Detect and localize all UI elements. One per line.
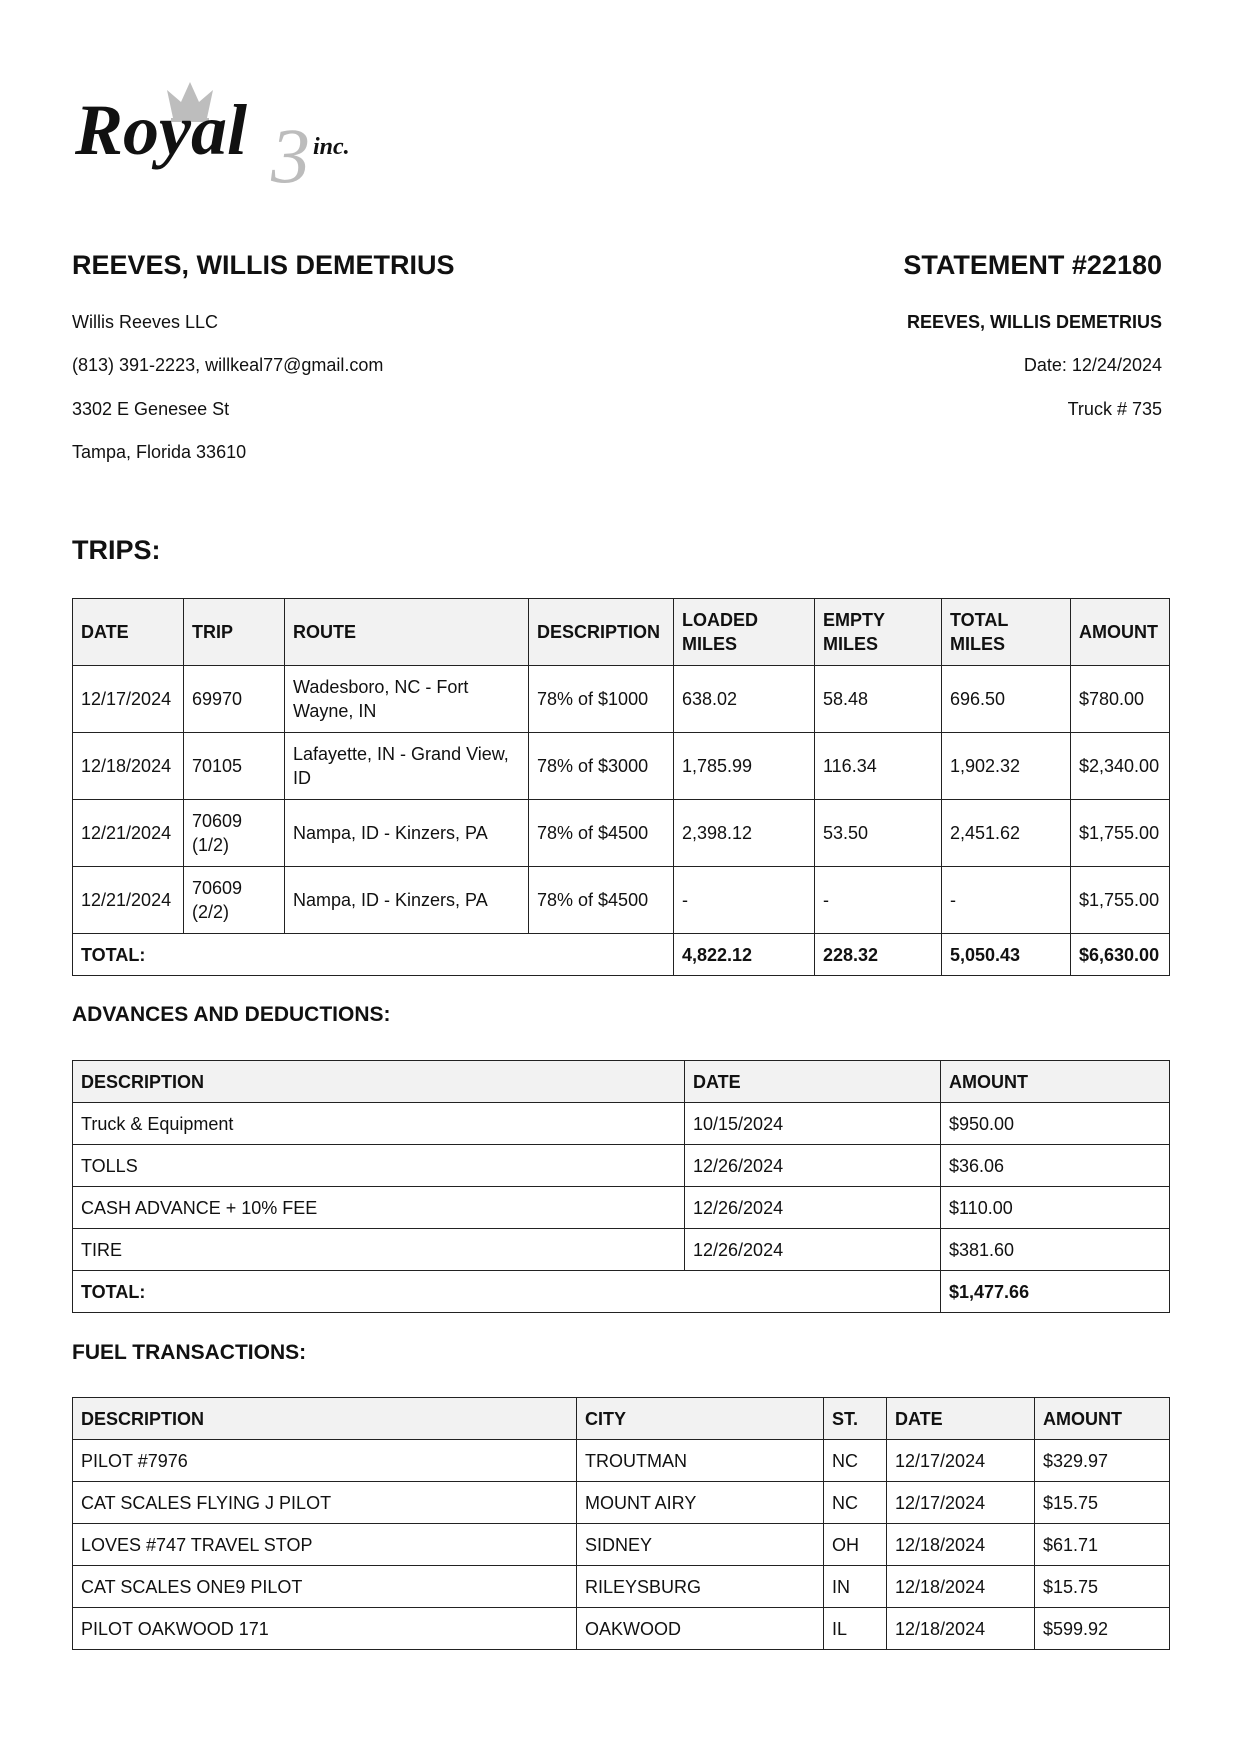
cell: 696.50 bbox=[942, 666, 1071, 733]
table-header-row bbox=[73, 1061, 1170, 1103]
cell: TROUTMAN bbox=[577, 1440, 824, 1482]
cell: 78% of $3000 bbox=[529, 733, 674, 800]
cell: CASH ADVANCE + 10% FEE bbox=[73, 1187, 685, 1229]
cell: 12/26/2024 bbox=[685, 1187, 941, 1229]
statement-driver-name: REEVES, WILLIS DEMETRIUS bbox=[906, 312, 1162, 332]
table-row bbox=[73, 1440, 1170, 1482]
cell: 2,398.12 bbox=[674, 800, 815, 867]
cell: 78% of $4500 bbox=[529, 800, 674, 867]
table-row bbox=[73, 1608, 1170, 1650]
table-row bbox=[73, 867, 1170, 934]
table-row bbox=[73, 1229, 1170, 1271]
logo-suffix: inc. bbox=[313, 134, 350, 160]
cell: $61.71 bbox=[1035, 1524, 1170, 1566]
cell: $599.92 bbox=[1035, 1608, 1170, 1650]
cell: 78% of $4500 bbox=[529, 867, 674, 934]
cell: 70609 (2/2) bbox=[184, 867, 285, 934]
cell: $329.97 bbox=[1035, 1440, 1170, 1482]
cell: IL bbox=[824, 1608, 887, 1650]
statement-date: Date: 12/24/2024 bbox=[1023, 355, 1162, 375]
cell: 12/26/2024 bbox=[685, 1145, 941, 1187]
cell: 53.50 bbox=[815, 800, 942, 867]
cell: 70105 bbox=[184, 733, 285, 800]
cell: 12/18/2024 bbox=[73, 733, 184, 800]
cell: - bbox=[674, 867, 815, 934]
cell: Lafayette, IN - Grand View, ID bbox=[285, 733, 529, 800]
col-header: EMPTY MILES bbox=[815, 599, 942, 666]
cell: MOUNT AIRY bbox=[577, 1482, 824, 1524]
col-header: DESCRIPTION bbox=[529, 599, 674, 666]
cell: 12/21/2024 bbox=[73, 800, 184, 867]
cell: 2,451.62 bbox=[942, 800, 1071, 867]
trips-table bbox=[72, 598, 1170, 976]
col-header: DATE bbox=[887, 1398, 1035, 1440]
cell: NC bbox=[824, 1482, 887, 1524]
table-header-row bbox=[73, 599, 1170, 666]
deductions-table bbox=[72, 1060, 1170, 1313]
cell: Truck & Equipment bbox=[73, 1103, 685, 1145]
fuel-table bbox=[72, 1397, 1170, 1650]
col-header: DESCRIPTION bbox=[73, 1061, 685, 1103]
cell: TIRE bbox=[73, 1229, 685, 1271]
col-header: ST. bbox=[824, 1398, 887, 1440]
cell: - bbox=[942, 867, 1071, 934]
company-logo bbox=[75, 78, 385, 190]
cell: 70609 (1/2) bbox=[184, 800, 285, 867]
truck-number: Truck # 735 bbox=[1067, 399, 1162, 419]
table-row bbox=[73, 1103, 1170, 1145]
cell: OAKWOOD bbox=[577, 1608, 824, 1650]
cell: $15.75 bbox=[1035, 1566, 1170, 1608]
table-row bbox=[73, 666, 1170, 733]
logo-numeral: 3 bbox=[271, 112, 310, 190]
total-amount: $6,630.00 bbox=[1071, 934, 1170, 976]
cell: 69970 bbox=[184, 666, 285, 733]
col-header: AMOUNT bbox=[1035, 1398, 1170, 1440]
total-row bbox=[73, 1271, 1170, 1313]
table-row bbox=[73, 1566, 1170, 1608]
total-label: TOTAL: bbox=[73, 934, 674, 976]
address-line-2: Tampa, Florida 33610 bbox=[72, 442, 247, 462]
cell: PILOT #7976 bbox=[73, 1440, 577, 1482]
cell: $15.75 bbox=[1035, 1482, 1170, 1524]
total-empty-miles: 228.32 bbox=[815, 934, 942, 976]
col-header: DATE bbox=[73, 599, 184, 666]
cell: 638.02 bbox=[674, 666, 815, 733]
total-label: TOTAL: bbox=[73, 1271, 941, 1313]
cell: $1,755.00 bbox=[1071, 867, 1170, 934]
cell: 12/17/2024 bbox=[887, 1440, 1035, 1482]
col-header: AMOUNT bbox=[1071, 599, 1170, 666]
cell: CAT SCALES ONE9 PILOT bbox=[73, 1566, 577, 1608]
table-row bbox=[73, 1145, 1170, 1187]
total-row bbox=[73, 934, 1170, 976]
cell: SIDNEY bbox=[577, 1524, 824, 1566]
cell: 12/17/2024 bbox=[73, 666, 184, 733]
cell: Nampa, ID - Kinzers, PA bbox=[285, 867, 529, 934]
cell: NC bbox=[824, 1440, 887, 1482]
driver-name: REEVES, WILLIS DEMETRIUS bbox=[72, 250, 455, 280]
cell: IN bbox=[824, 1566, 887, 1608]
cell: - bbox=[815, 867, 942, 934]
cell: 1,902.32 bbox=[942, 733, 1071, 800]
cell: Wadesboro, NC - Fort Wayne, IN bbox=[285, 666, 529, 733]
statement-number: STATEMENT #22180 bbox=[903, 250, 1162, 280]
col-header: TRIP bbox=[184, 599, 285, 666]
deductions-heading: ADVANCES AND DEDUCTIONS: bbox=[72, 1003, 391, 1026]
table-row bbox=[73, 800, 1170, 867]
cell: PILOT OAKWOOD 171 bbox=[73, 1608, 577, 1650]
cell: $36.06 bbox=[941, 1145, 1170, 1187]
cell: 10/15/2024 bbox=[685, 1103, 941, 1145]
total-miles: 5,050.43 bbox=[942, 934, 1071, 976]
cell: OH bbox=[824, 1524, 887, 1566]
cell: 58.48 bbox=[815, 666, 942, 733]
cell: 12/21/2024 bbox=[73, 867, 184, 934]
cell: TOLLS bbox=[73, 1145, 685, 1187]
col-header: DESCRIPTION bbox=[73, 1398, 577, 1440]
cell: 12/18/2024 bbox=[887, 1566, 1035, 1608]
col-header: AMOUNT bbox=[941, 1061, 1170, 1103]
cell: CAT SCALES FLYING J PILOT bbox=[73, 1482, 577, 1524]
contact-info: (813) 391-2223, willkeal77@gmail.com bbox=[72, 355, 384, 375]
company-name: Willis Reeves LLC bbox=[72, 312, 219, 332]
trips-heading: TRIPS: bbox=[72, 535, 161, 565]
table-row bbox=[73, 733, 1170, 800]
cell: 12/17/2024 bbox=[887, 1482, 1035, 1524]
cell: 12/18/2024 bbox=[887, 1524, 1035, 1566]
cell: Nampa, ID - Kinzers, PA bbox=[285, 800, 529, 867]
cell: LOVES #747 TRAVEL STOP bbox=[73, 1524, 577, 1566]
fuel-heading: FUEL TRANSACTIONS: bbox=[72, 1341, 307, 1364]
cell: $780.00 bbox=[1071, 666, 1170, 733]
cell: 116.34 bbox=[815, 733, 942, 800]
total-amount: $1,477.66 bbox=[941, 1271, 1170, 1313]
cell: 12/18/2024 bbox=[887, 1608, 1035, 1650]
col-header: ROUTE bbox=[285, 599, 529, 666]
total-loaded-miles: 4,822.12 bbox=[674, 934, 815, 976]
col-header: CITY bbox=[577, 1398, 824, 1440]
cell: 12/26/2024 bbox=[685, 1229, 941, 1271]
col-header: LOADED MILES bbox=[674, 599, 815, 666]
table-row bbox=[73, 1524, 1170, 1566]
cell: RILEYSBURG bbox=[577, 1566, 824, 1608]
table-header-row bbox=[73, 1398, 1170, 1440]
col-header: DATE bbox=[685, 1061, 941, 1103]
cell: $381.60 bbox=[941, 1229, 1170, 1271]
col-header: TOTAL MILES bbox=[942, 599, 1071, 666]
cell: $110.00 bbox=[941, 1187, 1170, 1229]
table-row bbox=[73, 1187, 1170, 1229]
cell: 78% of $1000 bbox=[529, 666, 674, 733]
logo-script: Royal bbox=[75, 90, 247, 170]
table-row bbox=[73, 1482, 1170, 1524]
address-line-1: 3302 E Genesee St bbox=[72, 399, 230, 419]
cell: $2,340.00 bbox=[1071, 733, 1170, 800]
cell: 1,785.99 bbox=[674, 733, 815, 800]
cell: $1,755.00 bbox=[1071, 800, 1170, 867]
cell: $950.00 bbox=[941, 1103, 1170, 1145]
